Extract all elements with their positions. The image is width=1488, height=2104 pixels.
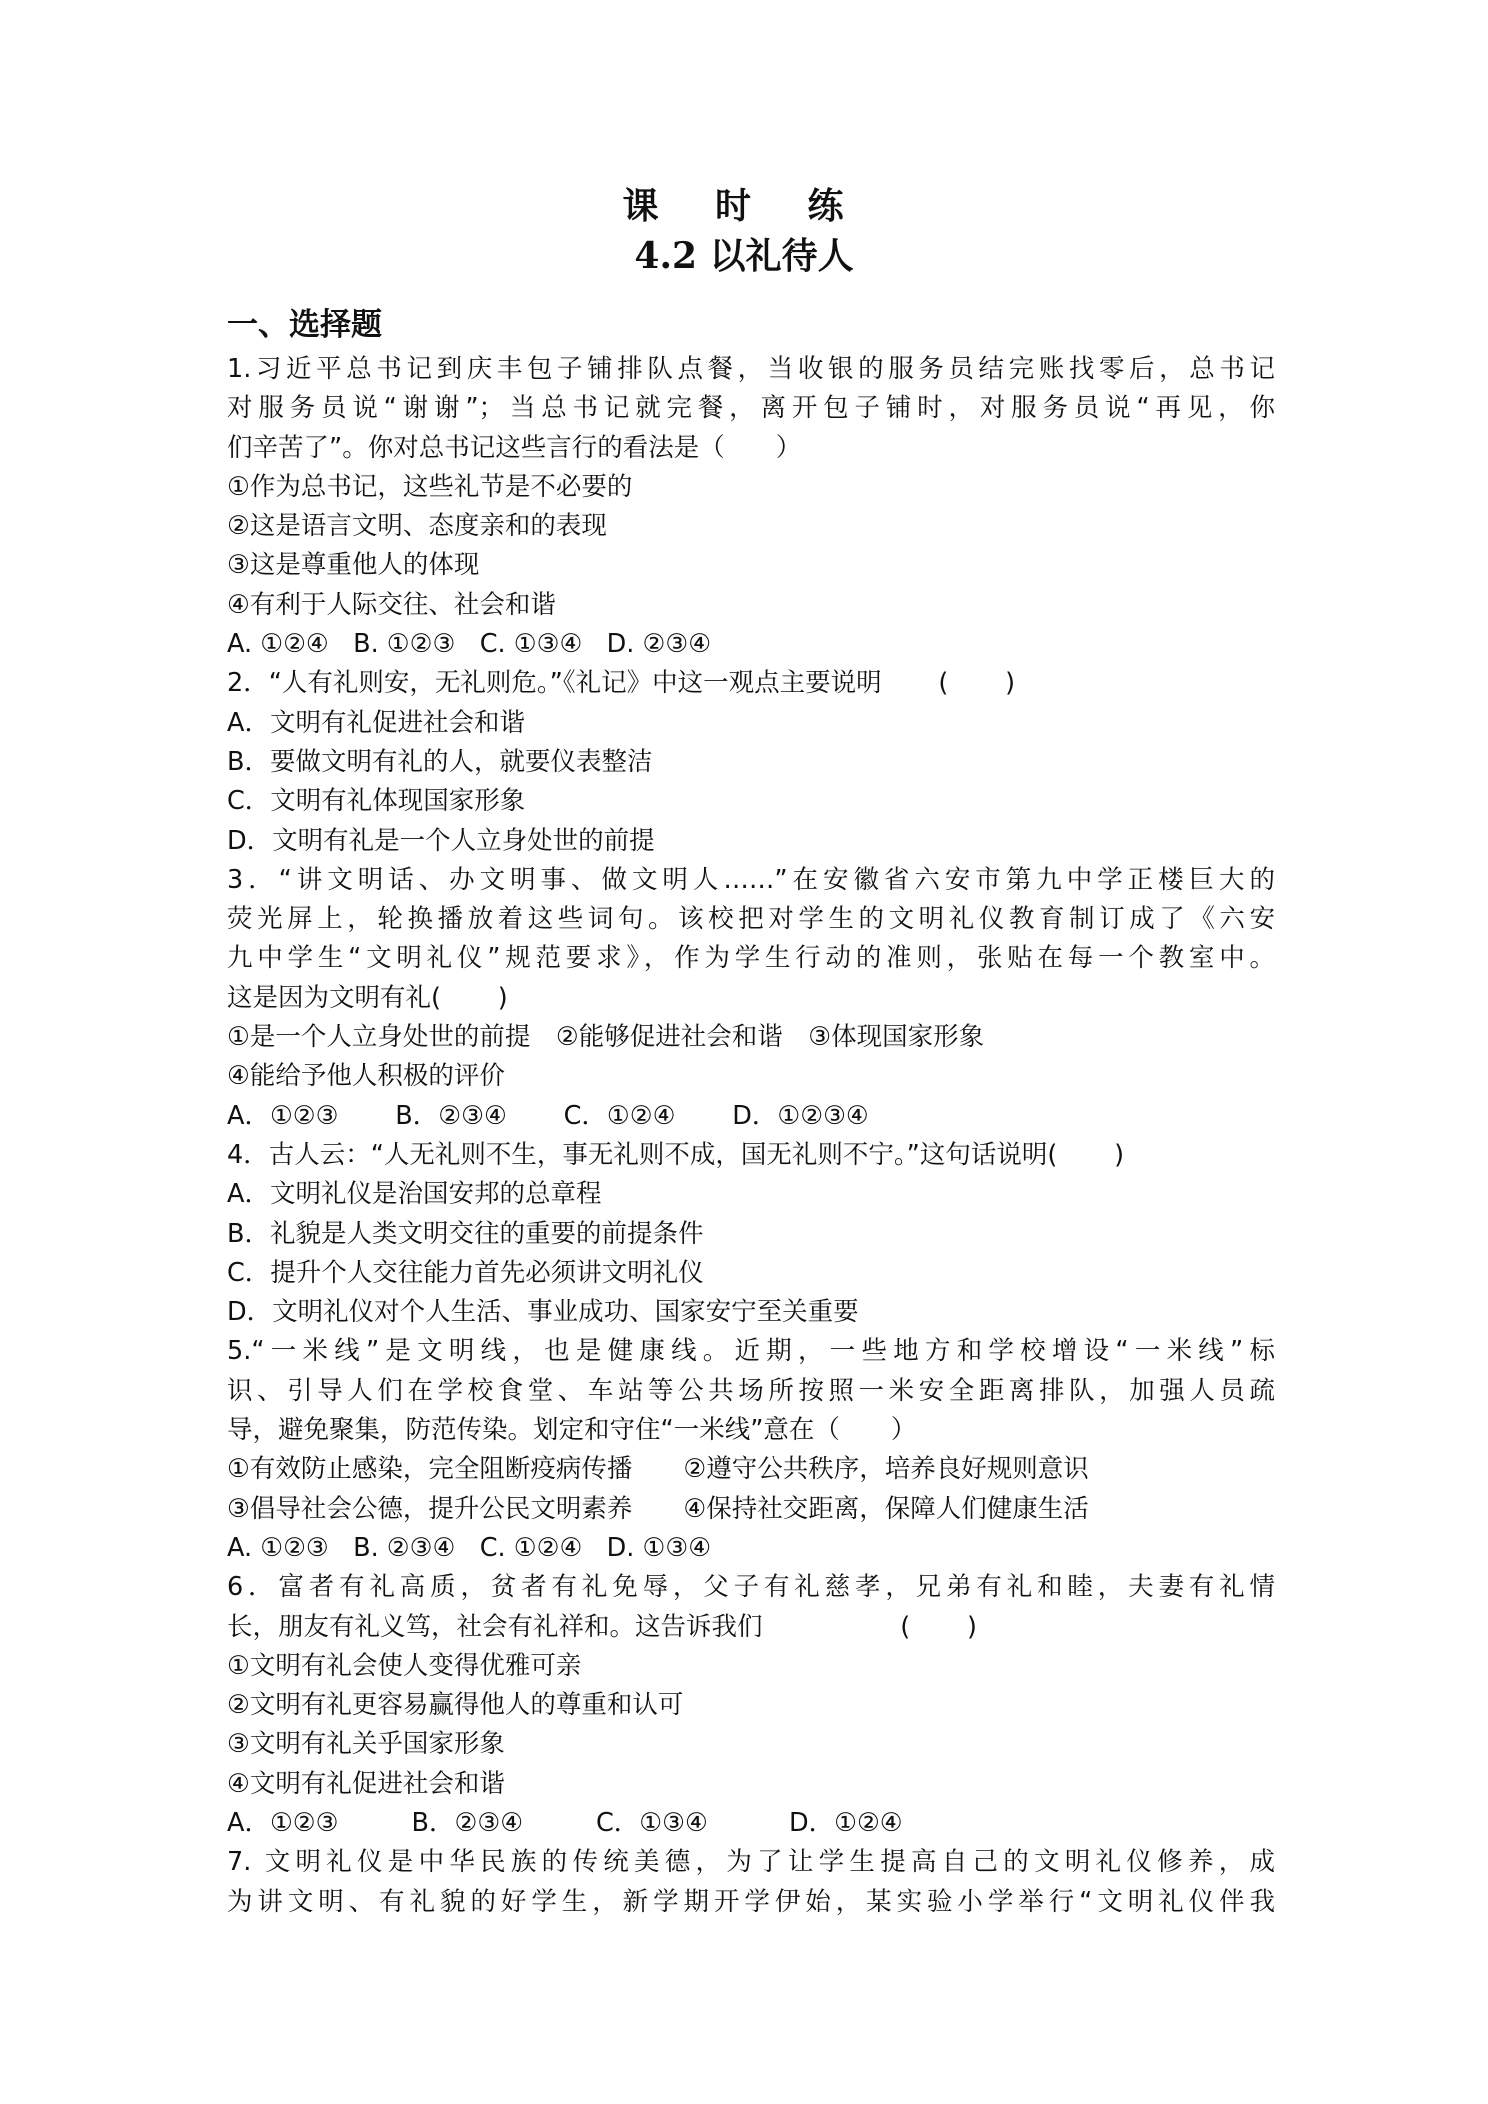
text-line: 5.“一米线”是文明线，也是健康线。近期，一些地方和学校增设“一米线”标 [227,1336,1275,1367]
text-line: ③这是尊重他人的体现 [227,550,480,581]
text-line: ④有利于人际交往、社会和谐 [227,589,556,620]
text-line: A．文明礼仪是治国安邦的总章程 [227,1179,602,1210]
page-subtitle: 4.2 以礼待人 [634,235,854,277]
text-line: A．文明有礼促进社会和谐 [227,707,525,738]
section-heading: 一、选择题 [227,307,382,343]
text-line: D．文明礼仪对个人生活、事业成功、国家安宁至关重要 [227,1297,859,1328]
text-line: 这是因为文明有礼( ) [227,982,508,1013]
question-list [227,350,1275,1922]
text-line: ④能给予他人积极的评价 [227,1061,505,1092]
text-line: 2．“人有礼则安，无礼则危。”《礼记》中这一观点主要说明 ( ) [227,668,1016,699]
text-line: ①有效防止感染，完全阻断疫病传播 ②遵守公共秩序，培养良好规则意识 [227,1454,1089,1485]
text-line: 7. 文明礼仪是中华民族的传统美德，为了让学生提高自己的文明礼仪修养，成 [227,1847,1275,1878]
text-line: ①是一个人立身处世的前提 ②能够促进社会和谐 ③体现国家形象 [227,1022,985,1053]
text-line: A．①②③ B．②③④ C．①③④ D．①②④ [227,1807,903,1838]
text-line: 3．“讲文明话、办文明事、做文明人……”在安徽省六安市第九中学正楼巨大的 [227,864,1275,895]
text-line: ③文明有礼关乎国家形象 [227,1729,505,1760]
text-line: 们辛苦了”。你对总书记这些言行的看法是（ ） [227,432,802,463]
text-line: ②这是语言文明、态度亲和的表现 [227,511,607,542]
text-line: A．①②③ B．②③④ C．①②④ D．①②③④ [227,1100,869,1131]
text-line: 导，避免聚集，防范传染。划定和守住“一米线”意在（ ） [227,1415,917,1446]
text-line: 为讲文明、有礼貌的好学生，新学期开学伊始，某实验小学举行“文明礼仪伴我 [227,1886,1275,1917]
text-line: ②文明有礼更容易赢得他人的尊重和认可 [227,1690,684,1721]
text-line: A. ①②④ B. ①②③ C. ①③④ D. ②③④ [227,629,712,660]
text-line: 荧光屏上，轮换播放着这些词句。该校把对学生的文明礼仪教育制订成了《六安 [227,904,1275,935]
text-line: A. ①②③ B. ②③④ C. ①②④ D. ①③④ [227,1532,712,1563]
text-line: ④文明有礼促进社会和谐 [227,1768,505,1799]
text-line: B．要做文明有礼的人，就要仪表整洁 [227,746,653,777]
text-line: C．文明有礼体现国家形象 [227,786,526,817]
text-line: 长，朋友有礼义笃，社会有礼祥和。这告诉我们 ( ) [227,1611,977,1642]
text-line: ①作为总书记，这些礼节是不必要的 [227,471,633,502]
text-line: ①文明有礼会使人变得优雅可亲 [227,1650,582,1681]
text-line: 对服务员说“谢谢”；当总书记就完餐，离开包子铺时，对服务员说“再见，你 [227,393,1275,424]
text-line: C．提升个人交往能力首先必须讲文明礼仪 [227,1257,704,1288]
text-line: ③倡导社会公德，提升公民文明素养 ④保持社交距离，保障人们健康生活 [227,1493,1089,1524]
text-line: 1.习近平总书记到庆丰包子铺排队点餐，当收银的服务员结完账找零后，总书记 [227,354,1275,384]
text-line: 九中学生“文明礼仪”规范要求》，作为学生行动的准则，张贴在每一个教室中。 [227,943,1275,974]
text-line: 4．古人云：“人无礼则不生，事无礼则不成，国无礼则不宁。”这句话说明( ) [227,1139,1125,1170]
page-title: 课 时 练 [622,185,866,227]
text-line: B．礼貌是人类文明交往的重要的前提条件 [227,1218,704,1249]
text-line: D．文明有礼是一个人立身处世的前提 [227,825,655,856]
text-line: 识、引导人们在学校食堂、车站等公共场所按照一米安全距离排队，加强人员疏 [227,1375,1275,1406]
text-line: 6．富者有礼高质，贫者有礼免辱，父子有礼慈孝，兄弟有礼和睦，夫妻有礼情 [227,1572,1275,1603]
